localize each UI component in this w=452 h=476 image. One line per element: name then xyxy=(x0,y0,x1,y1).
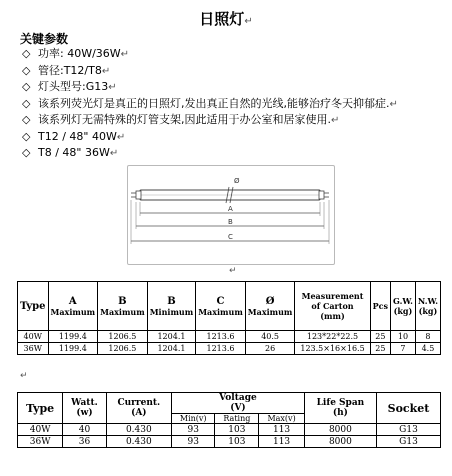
table-cell: G13 xyxy=(376,424,440,436)
table-header-cell: B Maximum xyxy=(98,282,148,331)
page-title xyxy=(0,8,452,29)
table-header-cell: Pcs xyxy=(370,282,390,331)
dimension-label-c: C xyxy=(228,233,233,241)
paragraph-mark: ↵ xyxy=(120,49,130,60)
table-header-cell: Rating xyxy=(215,414,259,424)
title-text: 日照灯 xyxy=(199,10,245,28)
lamp-drawing xyxy=(128,166,334,264)
table-cell: 40 xyxy=(63,424,106,436)
table-cell: 0.430 xyxy=(106,424,171,436)
table-header-cell: Socket xyxy=(376,393,440,424)
table-header-cell: Ø Maximum xyxy=(245,282,295,331)
table-header-cell: Type xyxy=(18,282,49,331)
table-cell: 113 xyxy=(259,424,305,436)
left-end-cap xyxy=(136,191,141,199)
bullet-item xyxy=(22,129,398,146)
table-cell: 8 xyxy=(415,331,440,343)
right-end-cap xyxy=(319,191,324,199)
diamond-bullet-icon: ◇ xyxy=(22,113,31,126)
table-header-cell: Voltage (V) xyxy=(172,393,305,414)
table-header-row xyxy=(18,282,441,331)
table-cell: 0.430 xyxy=(106,436,171,448)
table-cell: 1204.1 xyxy=(147,331,196,343)
table-cell: 113 xyxy=(259,436,305,448)
bullet-item xyxy=(22,112,398,129)
bullet-text: T12 / 48" 40W xyxy=(38,129,117,143)
table-cell: 8000 xyxy=(304,436,376,448)
bullet-item xyxy=(22,145,398,162)
bullet-text: 功率: 40W/36W xyxy=(38,47,121,60)
table-row xyxy=(18,343,441,355)
bullet-text: 管径:T12/T8 xyxy=(38,63,102,77)
diamond-bullet-icon: ◇ xyxy=(22,96,31,110)
table-cell: 7 xyxy=(391,343,416,355)
table-cell: 1206.5 xyxy=(98,343,148,355)
table-header-cell: Watt. (w) xyxy=(63,393,106,424)
table-header-row xyxy=(18,393,441,414)
paragraph-mark: ↵ xyxy=(389,98,398,110)
table-row xyxy=(18,331,441,343)
diamond-bullet-icon: ◇ xyxy=(22,80,31,93)
diameter-label: Ø xyxy=(234,177,240,185)
table-cell: 36W xyxy=(18,436,63,448)
table-cell: 40W xyxy=(18,331,49,343)
bullet-text: 该系列灯无需特殊的灯管支架,因此适用于办公室和居家使用. xyxy=(38,113,331,126)
bullet-text: 该系列荧光灯是真正的日照灯,发出真正自然的光线,能够治疗冬天抑郁症. xyxy=(38,96,390,110)
table-cell: 123*22*22.5 xyxy=(295,331,370,343)
table-cell: 1199.4 xyxy=(48,343,98,355)
table-cell: 103 xyxy=(215,436,259,448)
table-cell: 1213.6 xyxy=(196,331,246,343)
table-header-cell: Current. (A) xyxy=(106,393,171,424)
bullet-item xyxy=(22,63,398,80)
table-header-cell: Measurement of Carton (mm) xyxy=(295,282,370,331)
table-header-cell: N.W. (kg) xyxy=(415,282,440,331)
bullet-text: 灯头型号:G13 xyxy=(38,80,109,93)
bullet-item xyxy=(22,79,398,96)
table-cell: 1213.6 xyxy=(196,343,246,355)
diamond-bullet-icon: ◇ xyxy=(22,63,31,77)
bullet-list xyxy=(22,46,398,162)
electrical-table xyxy=(17,392,441,448)
table-header-cell: Max(v) xyxy=(259,414,305,424)
key-params-heading: 关键参数 xyxy=(20,32,69,46)
diamond-bullet-icon: ◇ xyxy=(22,47,31,60)
table-cell: 1199.4 xyxy=(48,331,98,343)
dimension-label-b: B xyxy=(228,218,233,226)
lamp-dimension-diagram xyxy=(127,165,335,265)
table-cell: 93 xyxy=(172,424,215,436)
table-cell: 36 xyxy=(63,436,106,448)
diamond-bullet-icon: ◇ xyxy=(22,129,31,143)
paragraph-mark: ↵ xyxy=(244,16,253,27)
paragraph-mark: ↵ xyxy=(331,115,340,126)
table-row xyxy=(18,436,441,448)
table-cell: 123.5×16×16.5 xyxy=(295,343,370,355)
paragraph-mark: ↵ xyxy=(116,131,126,143)
table-header-cell: C Maximum xyxy=(196,282,246,331)
diamond-bullet-icon: ◇ xyxy=(22,146,31,159)
table-cell: 36W xyxy=(18,343,49,355)
table-cell: 8000 xyxy=(304,424,376,436)
table-cell: 25 xyxy=(370,343,390,355)
table-cell: 40.5 xyxy=(245,331,295,343)
table-header-cell: Life Span (h) xyxy=(304,393,376,424)
table-cell: G13 xyxy=(376,436,440,448)
table-cell: 1204.1 xyxy=(147,343,196,355)
bullet-item xyxy=(22,46,398,63)
table-header-cell: G.W. (kg) xyxy=(391,282,416,331)
table-cell: 103 xyxy=(215,424,259,436)
table-cell: 1206.5 xyxy=(98,331,148,343)
bullet-text: T8 / 48" 36W xyxy=(38,146,110,159)
dimensions-table xyxy=(17,281,441,355)
table-header-cell: Type xyxy=(18,393,63,424)
table-header-cell: B Minimum xyxy=(147,282,196,331)
paragraph-mark: ↵ xyxy=(101,65,111,77)
paragraph-mark: ↵ xyxy=(20,371,28,381)
paragraph-mark: ↵ xyxy=(109,148,119,159)
table-cell: 26 xyxy=(245,343,295,355)
table-cell: 10 xyxy=(391,331,416,343)
bullet-item xyxy=(22,96,398,113)
table-cell: 4.5 xyxy=(415,343,440,355)
table-cell: 25 xyxy=(370,331,390,343)
table-cell: 40W xyxy=(18,424,63,436)
table-cell: 93 xyxy=(172,436,215,448)
table-header-cell: Min(v) xyxy=(172,414,215,424)
dimension-label-a: A xyxy=(228,205,233,213)
table-header-cell: A Maximum xyxy=(48,282,98,331)
paragraph-mark: ↵ xyxy=(229,266,237,276)
table-row xyxy=(18,424,441,436)
paragraph-mark: ↵ xyxy=(108,82,117,93)
